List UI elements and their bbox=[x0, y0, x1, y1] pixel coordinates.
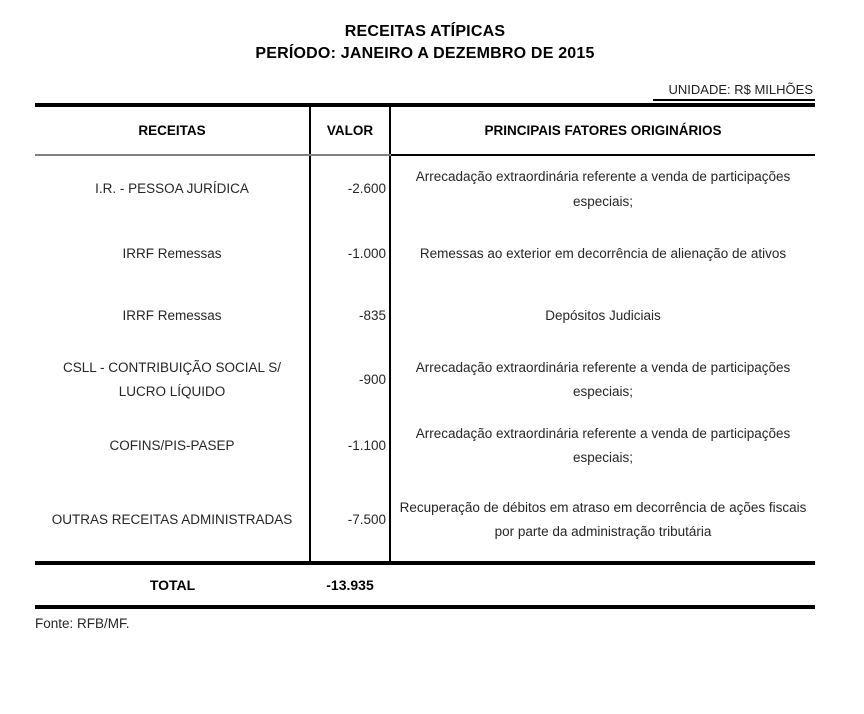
valor-cell: -1.100 bbox=[310, 413, 390, 479]
page-subtitle: PERÍODO: JANEIRO A DEZEMBRO DE 2015 bbox=[255, 45, 595, 62]
receitas-table bbox=[35, 103, 815, 609]
fator-cell: Remessas ao exterior em decorrência de alienação de ativos bbox=[419, 245, 787, 261]
fator-cell: Arrecadação extraordinária referente a venda de participações especiais; bbox=[415, 169, 791, 209]
table-row bbox=[35, 223, 815, 285]
receita-cell: IRRF Remessas bbox=[35, 285, 310, 347]
receita-cell: COFINS/PIS-PASEP bbox=[35, 413, 310, 479]
source-note: Fonte: RFB/MF. bbox=[35, 616, 130, 631]
valor-cell: -835 bbox=[310, 285, 390, 347]
col-header-valor: VALOR bbox=[310, 105, 390, 155]
fator-cell: Arrecadação extraordinária referente a venda de participações especiais; bbox=[415, 425, 791, 465]
total-value: -13.935 bbox=[326, 577, 374, 593]
receita-cell: OUTRAS RECEITAS ADMINISTRADAS bbox=[35, 479, 310, 563]
table-body bbox=[35, 155, 815, 563]
fator-cell: Depósitos Judiciais bbox=[545, 307, 661, 323]
header-row bbox=[35, 105, 815, 155]
fator-cell: Arrecadação extraordinária referente a venda de participações especiais; bbox=[415, 359, 791, 399]
total-row bbox=[35, 563, 815, 607]
table-row bbox=[35, 413, 815, 479]
fator-cell: Recuperação de débitos em atraso em decorrência de ações fiscais por parte da administração tributária bbox=[390, 479, 815, 563]
page-title: RECEITAS ATÍPICAS bbox=[344, 23, 506, 40]
table-row bbox=[35, 155, 815, 223]
valor-cell: -900 bbox=[310, 347, 390, 413]
total-empty-cell bbox=[390, 563, 815, 607]
receita-cell: I.R. - PESSOA JURÍDICA bbox=[35, 155, 310, 223]
valor-cell: -7.500 bbox=[310, 479, 390, 563]
table-header bbox=[35, 105, 815, 155]
receita-cell: IRRF Remessas bbox=[35, 223, 310, 285]
table-footer bbox=[35, 563, 815, 607]
table-row bbox=[35, 347, 815, 413]
table-row bbox=[35, 479, 815, 563]
table-row bbox=[35, 285, 815, 347]
unit-label: UNIDADE: R$ MILHÕES bbox=[653, 81, 815, 101]
unit-line bbox=[35, 81, 815, 101]
col-header-receitas: RECEITAS bbox=[35, 105, 310, 155]
col-header-fatores: PRINCIPAIS FATORES ORIGINÁRIOS bbox=[390, 105, 815, 155]
receita-cell: CSLL - CONTRIBUIÇÃO SOCIAL S/ LUCRO LÍQUIDO bbox=[35, 347, 310, 413]
title-block bbox=[35, 0, 815, 65]
valor-cell: -1.000 bbox=[310, 223, 390, 285]
valor-cell: -2.600 bbox=[310, 155, 390, 223]
total-label: TOTAL bbox=[149, 577, 196, 593]
